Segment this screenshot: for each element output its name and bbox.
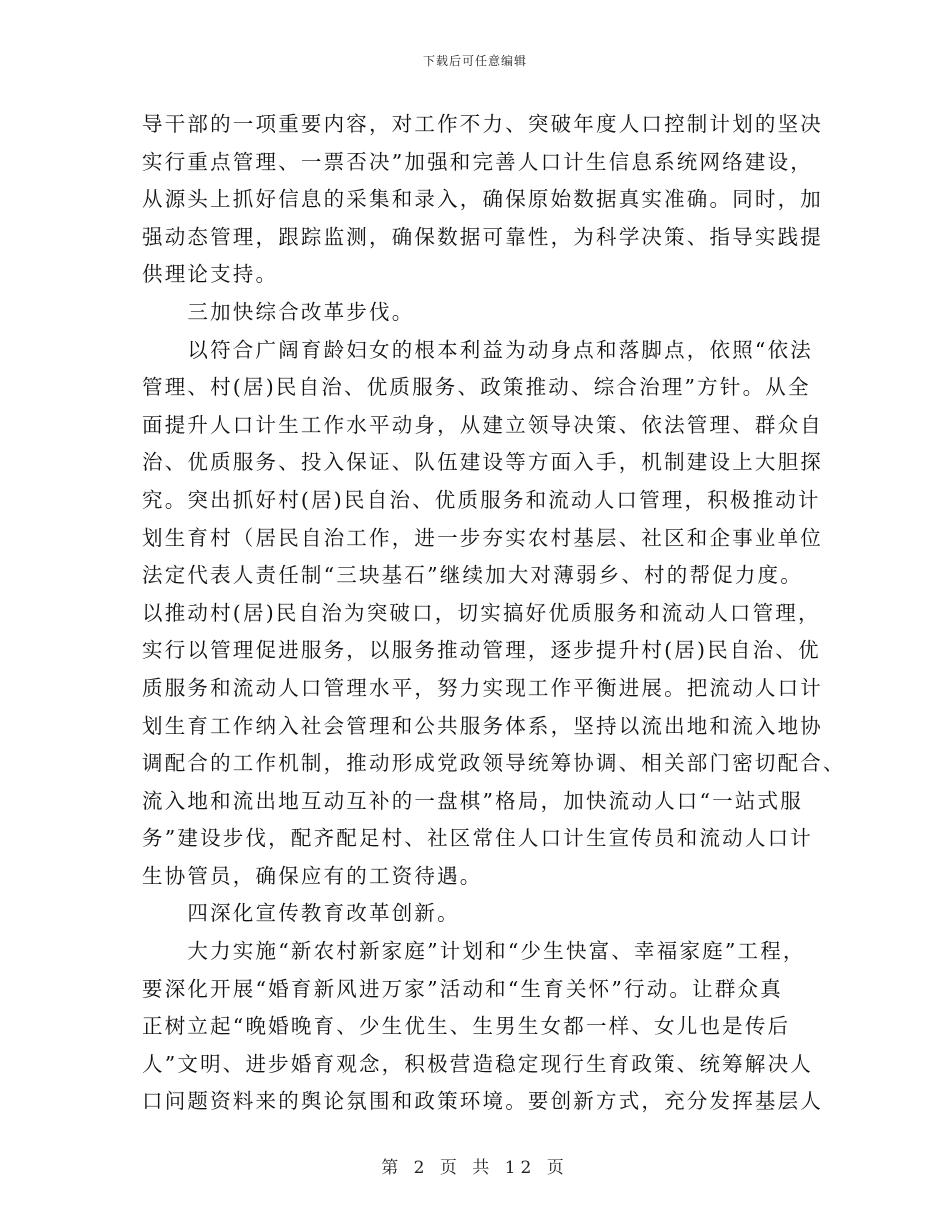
- text-line: 流入地和流出地互动互补的一盘棋”格局，加快流动人口“一站式服: [142, 788, 803, 813]
- text-line: 治、优质服务、投入保证、队伍建设等方面入手，机制建设上大胆探: [142, 450, 823, 475]
- text-line: 大力实施“新农村新家庭”计划和“少生快富、幸福家庭”工程，: [142, 939, 806, 964]
- text-line: 究。突出抓好村(居)民自治、优质服务和流动人口管理，积极推动计: [142, 487, 821, 512]
- text-line: 划生育村（居民自治工作，进一步夯实农村基层、社区和企事业单位: [142, 525, 823, 550]
- text-line: 以推动村(居)民自治为突破口，切实搞好优质服务和流动人口管理，: [142, 600, 821, 625]
- text-line: 正树立起“晚婚晚育、少生优生、生男生女都一样、女儿也是传后: [142, 1014, 791, 1039]
- text-line: 从源头上抓好信息的采集和录入，确保原始数据真实准确。同时，加: [142, 187, 823, 212]
- text-line: 口问题资料来的舆论氛围和政策环境。要创新方式，充分发挥基层人: [142, 1089, 823, 1114]
- text-line: 调配合的工作机制，推动形成党政领导统筹协调、相关部门密切配合、: [142, 751, 846, 776]
- section-heading: 三加快综合改革步伐。: [142, 299, 415, 324]
- text-line: 强动态管理，跟踪监测，确保数据可靠性，为科学决策、指导实践提: [142, 224, 823, 249]
- text-line: 划生育工作纳入社会管理和公共服务体系，坚持以流出地和流入地协: [142, 713, 823, 738]
- document-body: [142, 106, 846, 1121]
- section-heading: 四深化宣传教育改革创新。: [142, 901, 460, 926]
- text-line: 人”文明、进步婚育观念，积极营造稳定现行生育政策、统筹解决人: [142, 1051, 813, 1076]
- page-number-footer: 第 2 页 共 12 页: [381, 1158, 569, 1178]
- text-line: 管理、村(居)民自治、优质服务、政策推动、综合治理”方针。从全: [142, 375, 811, 400]
- text-line: 法定代表人责任制“三块基石”继续加大对薄弱乡、村的帮促力度。: [142, 563, 803, 588]
- text-line: 导干部的一项重要内容，对工作不力、突破年度人口控制计划的坚决: [142, 112, 823, 136]
- text-line: 要深化开展“婚育新风进万家”活动和“生育关怀”行动。让群众真: [142, 976, 783, 1001]
- page-header: 下载后可任意编辑: [422, 54, 527, 68]
- text-line: 实行重点管理、一票否决”加强和完善人口计生信息系统网络建设，: [142, 149, 813, 174]
- text-line: 质服务和流动人口管理水平，努力实现工作平衡进展。把流动人口计: [142, 675, 823, 700]
- text-line: 以符合广阔育龄妇女的根本利益为动身点和落脚点，依照“依法: [142, 337, 813, 362]
- text-line: 务”建设步伐，配齐配足村、社区常住人口计生宣传员和流动人口计: [142, 826, 813, 851]
- text-line: 生协管员，确保应有的工资待遇。: [142, 863, 483, 888]
- text-line: 面提升人口计生工作水平动身，从建立领导决策、依法管理、群众自: [142, 412, 823, 437]
- text-line: 实行以管理促进服务，以服务推动管理，逐步提升村(居)民自治、优: [142, 638, 821, 663]
- text-line: 供理论支持。: [142, 262, 279, 287]
